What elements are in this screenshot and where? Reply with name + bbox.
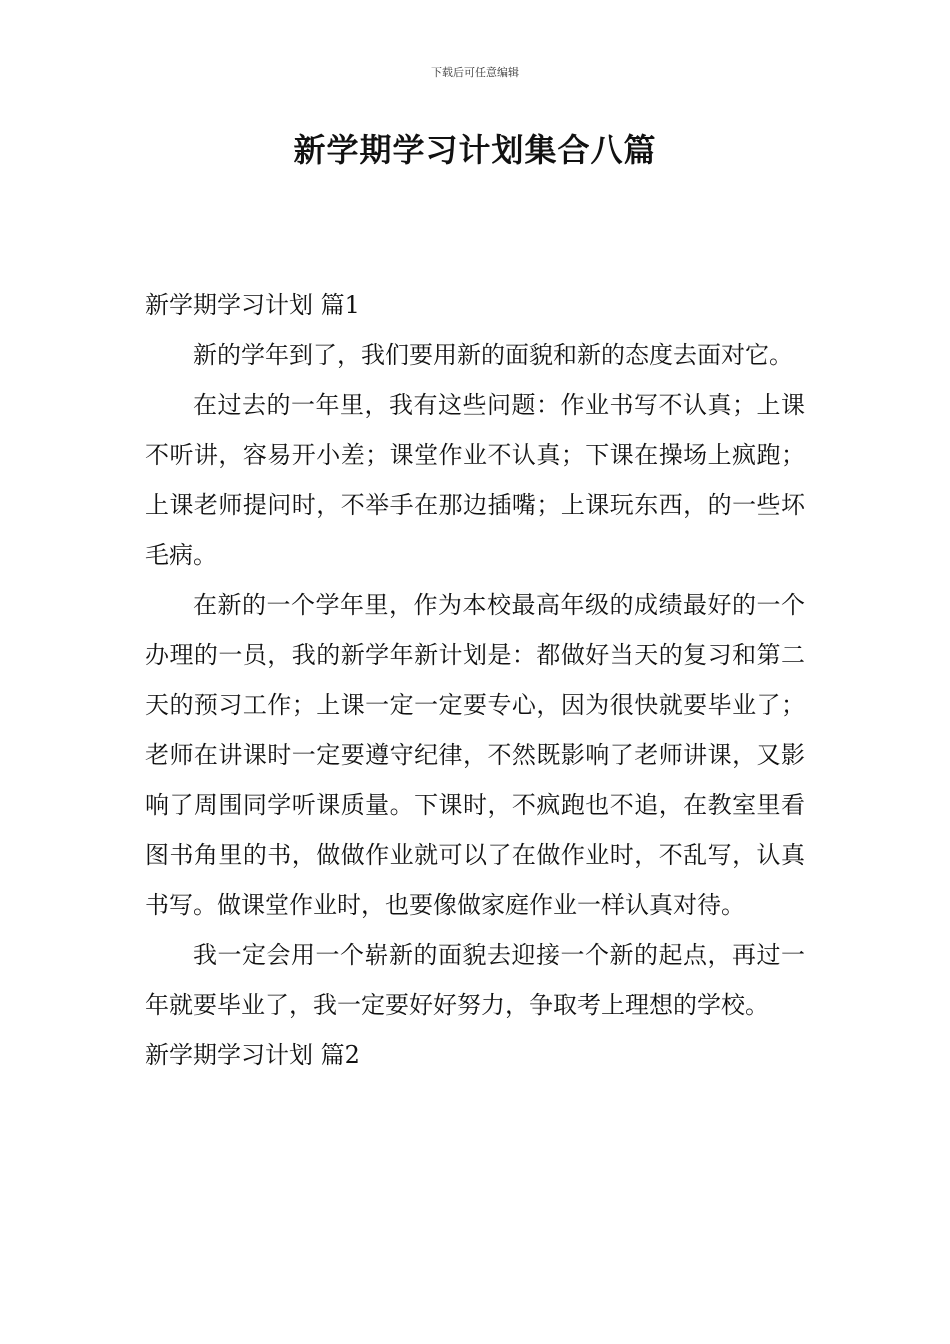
paragraph: 我一定会用一个崭新的面貌去迎接一个新的起点，再过一年就要毕业了，我一定要好好努力，争取考上理想的学校。 (145, 941, 805, 1019)
paragraph: 新的学年到了，我们要用新的面貌和新的态度去面对它。 (193, 341, 793, 369)
header-note: 下载后可任意编辑 (431, 66, 519, 79)
section-heading: 新学期学习计划 篇1 (145, 291, 360, 319)
section-heading: 新学期学习计划 篇2 (145, 1041, 360, 1069)
document-body (145, 280, 805, 1080)
document-title: 新学期学习计划集合八篇 (293, 131, 657, 169)
paragraph: 在新的一个学年里，作为本校最高年级的成绩最好的一个办理的一员，我的新学年新计划是：都做好当天的复习和第二天的预习工作；上课一定一定要专心，因为很快就要毕业了；老师在讲课时一定要遵守纪律，不然既影响了老师讲课，又影响了周围同学听课质量。下课时，不疯跑也不追，在教室里看图书角里的书，做做作业就可以了在做作业时，不乱写，认真书写。做课堂作业时，也要像做家庭作业一样认真对待。 (145, 591, 805, 919)
paragraph: 在过去的一年里，我有这些问题：作业书写不认真；上课不听讲，容易开小差；课堂作业不认真；下课在操场上疯跑；上课老师提问时，不举手在那边插嘴；上课玩东西，的一些坏毛病。 (145, 391, 805, 569)
